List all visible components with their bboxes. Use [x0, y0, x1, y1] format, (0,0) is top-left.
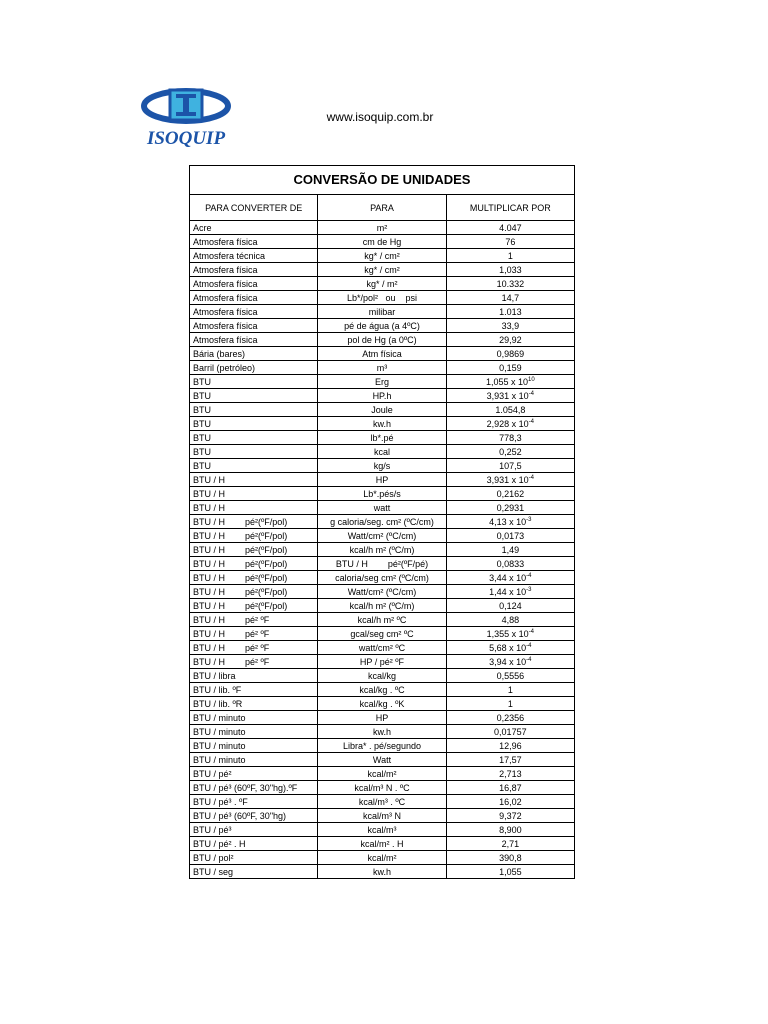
conversion-table — [189, 165, 575, 879]
table-row — [190, 249, 575, 263]
from-unit-cell: Atmosfera física — [190, 235, 318, 249]
factor-cell — [446, 473, 574, 487]
factor-cell — [446, 291, 574, 305]
factor-cell — [446, 277, 574, 291]
isoquip-logo — [140, 84, 232, 152]
to-unit-cell: kcal/kg — [318, 669, 446, 683]
factor-value: 1.054,8 — [495, 404, 526, 415]
table-row — [190, 809, 575, 823]
factor-exponent: -4 — [528, 390, 535, 397]
factor-cell — [446, 599, 574, 613]
factor-value: 0,124 — [499, 600, 522, 611]
from-unit-cell: BTU — [190, 459, 318, 473]
to-unit-cell: Erg — [318, 375, 446, 389]
factor-value: 1 — [507, 684, 513, 695]
from-unit-cell: BTU / H pé² ºF — [190, 627, 318, 641]
from-unit-cell: Barril (petróleo) — [190, 361, 318, 375]
factor-cell — [446, 795, 574, 809]
table-row — [190, 697, 575, 711]
factor-value: 0,9869 — [496, 348, 525, 359]
table-row — [190, 627, 575, 641]
table-row — [190, 221, 575, 235]
to-unit-cell: Lb*.pés/s — [318, 487, 446, 501]
factor-value: 33,9 — [501, 320, 520, 331]
factor-value: 1,49 — [501, 544, 520, 555]
factor-cell — [446, 823, 574, 837]
factor-exponent: -3 — [526, 516, 532, 523]
to-unit-cell: kcal — [318, 445, 446, 459]
table-row — [190, 529, 575, 543]
factor-value: 0,252 — [499, 446, 522, 457]
from-unit-cell: BTU — [190, 403, 318, 417]
table-row — [190, 291, 575, 305]
to-unit-cell: Watt/cm² (ºC/cm) — [318, 529, 446, 543]
table-row — [190, 711, 575, 725]
table-row — [190, 417, 575, 431]
from-unit-cell: BTU — [190, 417, 318, 431]
to-unit-cell: kg* / m² — [318, 277, 446, 291]
factor-value: 5,68 x 10 — [489, 642, 527, 653]
factor-cell — [446, 249, 574, 263]
factor-cell — [446, 851, 574, 865]
to-unit-cell: Lb*/pol² ou psi — [318, 291, 446, 305]
table-row — [190, 571, 575, 585]
column-header-from: PARA CONVERTER DE — [190, 195, 318, 221]
factor-cell — [446, 319, 574, 333]
factor-value: 10.332 — [496, 278, 525, 289]
to-unit-cell: lb*.pé — [318, 431, 446, 445]
from-unit-cell: BTU / H pé²(ºF/pol) — [190, 515, 318, 529]
from-unit-cell: BTU / H pé²(ºF/pol) — [190, 571, 318, 585]
table-row — [190, 277, 575, 291]
from-unit-cell: Atmosfera física — [190, 319, 318, 333]
factor-cell — [446, 263, 574, 277]
table-row — [190, 361, 575, 375]
factor-value: 16,87 — [499, 782, 522, 793]
from-unit-cell: BTU / pé³ . ºF — [190, 795, 318, 809]
table-row — [190, 599, 575, 613]
factor-cell — [446, 837, 574, 851]
factor-cell — [446, 375, 574, 389]
table-row — [190, 459, 575, 473]
factor-value: 3,94 x 10 — [489, 656, 527, 667]
column-header-factor: MULTIPLICAR POR — [446, 195, 574, 221]
table-row — [190, 739, 575, 753]
to-unit-cell: milibar — [318, 305, 446, 319]
table-row — [190, 767, 575, 781]
from-unit-cell: BTU / seg — [190, 865, 318, 879]
factor-cell — [446, 725, 574, 739]
from-unit-cell: Atmosfera física — [190, 333, 318, 347]
table-row — [190, 655, 575, 669]
to-unit-cell: kcal/h m² ºC — [318, 613, 446, 627]
to-unit-cell: kcal/h m² (ºC/m) — [318, 599, 446, 613]
table-row — [190, 641, 575, 655]
table-row — [190, 515, 575, 529]
from-unit-cell: Atmosfera técnica — [190, 249, 318, 263]
from-unit-cell: BTU — [190, 431, 318, 445]
table-row — [190, 347, 575, 361]
factor-cell — [446, 543, 574, 557]
factor-cell — [446, 417, 574, 431]
to-unit-cell: kcal/m³ . ºC — [318, 795, 446, 809]
table-row — [190, 375, 575, 389]
factor-cell — [446, 431, 574, 445]
from-unit-cell: Atmosfera física — [190, 263, 318, 277]
factor-value: 76 — [505, 236, 516, 247]
to-unit-cell: pé de água (a 4ºC) — [318, 319, 446, 333]
table-row — [190, 557, 575, 571]
factor-value: 4,13 x 10 — [489, 516, 527, 527]
factor-value: 17,57 — [499, 754, 522, 765]
to-unit-cell: watt/cm² ºC — [318, 641, 446, 655]
to-unit-cell: Watt — [318, 753, 446, 767]
factor-value: 1.013 — [499, 306, 522, 317]
factor-cell — [446, 459, 574, 473]
to-unit-cell: kcal/kg . ºC — [318, 683, 446, 697]
factor-exponent: -4 — [528, 418, 535, 425]
factor-cell — [446, 515, 574, 529]
table-row — [190, 725, 575, 739]
to-unit-cell: HP / pé² ºF — [318, 655, 446, 669]
from-unit-cell: BTU / pé³ (60ºF, 30"hg) — [190, 809, 318, 823]
table-row — [190, 445, 575, 459]
table-row — [190, 473, 575, 487]
factor-value: 0,5556 — [496, 670, 525, 681]
factor-value: 3,931 x 10 — [486, 390, 529, 401]
from-unit-cell: BTU / pé³ — [190, 823, 318, 837]
from-unit-cell: BTU / H pé²(ºF/pol) — [190, 599, 318, 613]
factor-value: 14,7 — [501, 292, 520, 303]
factor-cell — [446, 697, 574, 711]
to-unit-cell: watt — [318, 501, 446, 515]
factor-value: 8,900 — [499, 824, 522, 835]
from-unit-cell: BTU / H — [190, 487, 318, 501]
table-row — [190, 865, 575, 879]
from-unit-cell: BTU / lib. ºR — [190, 697, 318, 711]
table-row — [190, 487, 575, 501]
factor-value: 2,71 — [501, 838, 520, 849]
from-unit-cell: BTU / H pé² ºF — [190, 613, 318, 627]
from-unit-cell: BTU — [190, 389, 318, 403]
to-unit-cell: kcal/m² — [318, 767, 446, 781]
from-unit-cell: BTU / pol² — [190, 851, 318, 865]
factor-value: 16,02 — [499, 796, 522, 807]
factor-exponent: -4 — [526, 642, 532, 649]
factor-value: 1 — [507, 250, 513, 261]
factor-value: 1,44 x 10 — [489, 586, 527, 597]
from-unit-cell: BTU / minuto — [190, 725, 318, 739]
factor-cell — [446, 753, 574, 767]
to-unit-cell: HP — [318, 711, 446, 725]
factor-value: 1,033 — [499, 264, 522, 275]
table-row — [190, 263, 575, 277]
table-row — [190, 333, 575, 347]
table-row — [190, 683, 575, 697]
table-row — [190, 501, 575, 515]
factor-cell — [446, 683, 574, 697]
to-unit-cell: kcal/m³ N — [318, 809, 446, 823]
from-unit-cell: Atmosfera física — [190, 277, 318, 291]
factor-cell — [446, 585, 574, 599]
factor-value: 0,2931 — [496, 502, 525, 513]
from-unit-cell: Atmosfera física — [190, 291, 318, 305]
table-row — [190, 851, 575, 865]
factor-cell — [446, 235, 574, 249]
factor-value: 4.047 — [499, 222, 522, 233]
from-unit-cell: Bária (bares) — [190, 347, 318, 361]
from-unit-cell: BTU / H — [190, 501, 318, 515]
table-row — [190, 389, 575, 403]
from-unit-cell: BTU / lib. ºF — [190, 683, 318, 697]
factor-value: 3,931 x 10 — [486, 474, 529, 485]
factor-cell — [446, 865, 574, 879]
factor-cell — [446, 487, 574, 501]
to-unit-cell: caloria/seg cm² (ºC/cm) — [318, 571, 446, 585]
to-unit-cell: Libra* . pé/segundo — [318, 739, 446, 753]
from-unit-cell: Atmosfera física — [190, 305, 318, 319]
from-unit-cell: BTU / pé³ (60ºF, 30"hg).ºF — [190, 781, 318, 795]
factor-value: 1,055 x 10 — [485, 376, 528, 387]
table-row — [190, 823, 575, 837]
column-header-to: PARA — [318, 195, 446, 221]
factor-cell — [446, 739, 574, 753]
table-row — [190, 669, 575, 683]
factor-value: 0,0173 — [496, 530, 525, 541]
factor-value: 4,88 — [501, 614, 520, 625]
factor-cell — [446, 389, 574, 403]
factor-value: 12,96 — [499, 740, 522, 751]
factor-value: 29,92 — [499, 334, 522, 345]
to-unit-cell: kw.h — [318, 417, 446, 431]
to-unit-cell: kw.h — [318, 865, 446, 879]
factor-cell — [446, 305, 574, 319]
to-unit-cell: kcal/m² — [318, 851, 446, 865]
factor-exponent: -4 — [528, 474, 535, 481]
from-unit-cell: BTU / H pé² ºF — [190, 641, 318, 655]
to-unit-cell: Atm física — [318, 347, 446, 361]
to-unit-cell: gcal/seg cm² ºC — [318, 627, 446, 641]
factor-value: 0,159 — [499, 362, 522, 373]
to-unit-cell: kcal/m² . H — [318, 837, 446, 851]
from-unit-cell: Acre — [190, 221, 318, 235]
factor-value: 1,355 x 10 — [486, 628, 529, 639]
table-row — [190, 781, 575, 795]
to-unit-cell: pol de Hg (a 0ºC) — [318, 333, 446, 347]
factor-exponent: -4 — [526, 656, 532, 663]
table-row — [190, 753, 575, 767]
from-unit-cell: BTU / minuto — [190, 753, 318, 767]
from-unit-cell: BTU / libra — [190, 669, 318, 683]
factor-cell — [446, 767, 574, 781]
from-unit-cell: BTU / H pé²(ºF/pol) — [190, 585, 318, 599]
factor-cell — [446, 529, 574, 543]
factor-value: 0,01757 — [494, 726, 527, 737]
factor-value: 2,928 x 10 — [486, 418, 529, 429]
from-unit-cell: BTU / minuto — [190, 711, 318, 725]
table-row — [190, 585, 575, 599]
table-row — [190, 613, 575, 627]
factor-cell — [446, 669, 574, 683]
table-row — [190, 305, 575, 319]
factor-value: 9,372 — [499, 810, 522, 821]
to-unit-cell: kcal/kg . ºK — [318, 697, 446, 711]
to-unit-cell: m² — [318, 221, 446, 235]
factor-value: 1,055 — [499, 866, 522, 877]
to-unit-cell: kw.h — [318, 725, 446, 739]
table-row — [190, 403, 575, 417]
to-unit-cell: HP.h — [318, 389, 446, 403]
factor-cell — [446, 347, 574, 361]
to-unit-cell: HP — [318, 473, 446, 487]
to-unit-cell: kcal/m³ N . ºC — [318, 781, 446, 795]
from-unit-cell: BTU — [190, 445, 318, 459]
from-unit-cell: BTU / minuto — [190, 739, 318, 753]
factor-value: 3,44 x 10 — [489, 572, 527, 583]
factor-exponent: -3 — [526, 586, 532, 593]
to-unit-cell: BTU / H pé²(ºF/pé) — [318, 557, 446, 571]
from-unit-cell: BTU / H pé²(ºF/pol) — [190, 529, 318, 543]
factor-cell — [446, 361, 574, 375]
table-row — [190, 235, 575, 249]
factor-exponent: -4 — [528, 628, 535, 635]
table-row — [190, 543, 575, 557]
to-unit-cell: kg/s — [318, 459, 446, 473]
to-unit-cell: g caloria/seg. cm² (ºC/cm) — [318, 515, 446, 529]
from-unit-cell: BTU / H pé²(ºF/pol) — [190, 557, 318, 571]
factor-value: 2,713 — [499, 768, 522, 779]
from-unit-cell: BTU / H pé²(ºF/pol) — [190, 543, 318, 557]
factor-cell — [446, 571, 574, 585]
conversion-rows — [190, 221, 575, 879]
to-unit-cell: kcal/m³ — [318, 823, 446, 837]
to-unit-cell: kg* / cm² — [318, 249, 446, 263]
factor-cell — [446, 627, 574, 641]
factor-value: 778,3 — [499, 432, 522, 443]
factor-cell — [446, 655, 574, 669]
factor-value: 1 — [507, 698, 513, 709]
website-url[interactable]: www.isoquip.com.br — [326, 110, 434, 124]
factor-cell — [446, 333, 574, 347]
factor-cell — [446, 403, 574, 417]
factor-exponent: 10 — [528, 376, 535, 383]
from-unit-cell: BTU / H pé² ºF — [190, 655, 318, 669]
factor-value: 0,0833 — [496, 558, 525, 569]
to-unit-cell: cm de Hg — [318, 235, 446, 249]
factor-cell — [446, 781, 574, 795]
from-unit-cell: BTU / H — [190, 473, 318, 487]
factor-cell — [446, 445, 574, 459]
factor-cell — [446, 809, 574, 823]
from-unit-cell: BTU — [190, 375, 318, 389]
from-unit-cell: BTU / pé² — [190, 767, 318, 781]
table-row — [190, 431, 575, 445]
factor-value: 390,8 — [499, 852, 522, 863]
factor-cell — [446, 641, 574, 655]
factor-cell — [446, 501, 574, 515]
factor-cell — [446, 613, 574, 627]
factor-cell — [446, 557, 574, 571]
table-title: CONVERSÃO DE UNIDADES — [190, 166, 575, 195]
factor-value: 0,2356 — [496, 712, 525, 723]
factor-value: 0,2162 — [496, 488, 525, 499]
to-unit-cell: Watt/cm² (ºC/cm) — [318, 585, 446, 599]
factor-value: 107,5 — [499, 460, 522, 471]
to-unit-cell: kg* / cm² — [318, 263, 446, 277]
table-row — [190, 795, 575, 809]
factor-cell — [446, 221, 574, 235]
table-row — [190, 319, 575, 333]
to-unit-cell: Joule — [318, 403, 446, 417]
svg-text:ISOQUIP: ISOQUIP — [146, 128, 226, 149]
from-unit-cell: BTU / pé² . H — [190, 837, 318, 851]
to-unit-cell: m³ — [318, 361, 446, 375]
factor-cell — [446, 711, 574, 725]
to-unit-cell: kcal/h m² (ºC/m) — [318, 543, 446, 557]
factor-exponent: -4 — [526, 572, 532, 579]
table-row — [190, 837, 575, 851]
